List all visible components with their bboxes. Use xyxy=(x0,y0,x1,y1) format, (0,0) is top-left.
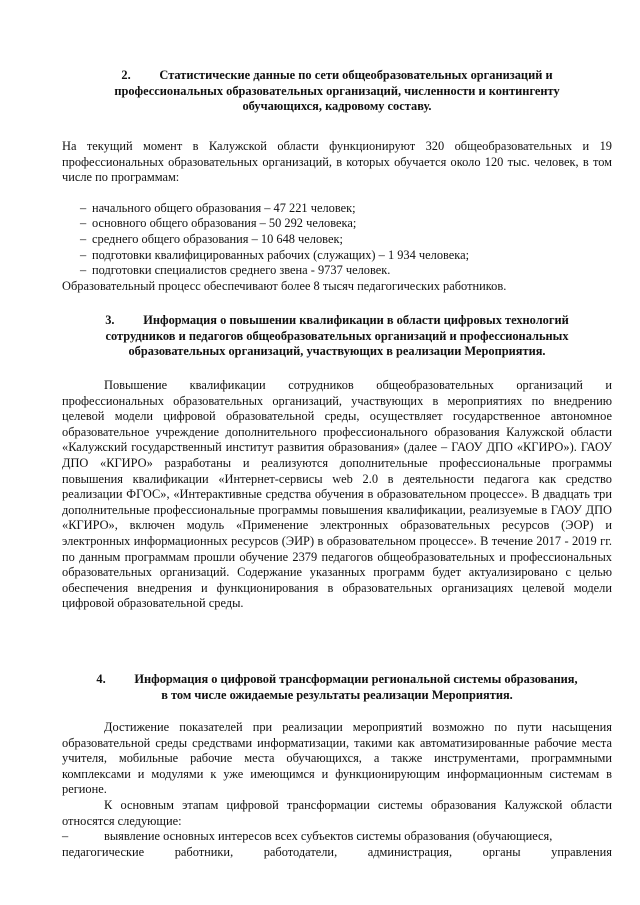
program-list xyxy=(62,201,612,279)
section-2-intro: На текущий момент в Калужской области функционируют 320 общеобразовательных и 19 профессиональных образовательных организаций, в которых обучается около 120 тыс. человек, в том числе по программам: xyxy=(62,139,612,185)
section-2-body xyxy=(62,139,612,294)
section-4-paragraph-2: К основным этапам цифровой трансформации системы образования Калужской области относятся следующие: xyxy=(62,797,612,828)
section-3-title-line-2: сотрудников и педагогов общеобразовательных организаций и профессиональных xyxy=(105,328,569,343)
section-4-item-line-2: педагогические работники, работодатели, администрация, органы управления xyxy=(62,844,612,859)
section-3-title-line-3: образовательных организаций, участвующих в реализации Мероприятия. xyxy=(128,344,546,359)
section-4-title-line-2: в том числе ожидаемые результаты реализации Мероприятия. xyxy=(161,687,513,702)
section-2-number: 2. xyxy=(121,68,131,82)
section-4-item-line-1: выявление основных интересов всех субъектов системы образования (обучающиеся, xyxy=(104,829,553,844)
section-3-title-line-1: 3. Информация о повышении квалификации в области цифровых технологий xyxy=(105,313,569,327)
section-2-closing: Образовательный процесс обеспечивают более 8 тысяч педагогических работников. xyxy=(62,278,507,293)
section-3-number: 3. xyxy=(105,313,115,327)
section-4-heading xyxy=(62,672,612,703)
section-4-paragraph-1: Достижение показателей при реализации мероприятий возможно по пути насыщения образовательной среды средствами информатизации, такими как автоматизированные рабочие места учителя, мобильные рабочие места обучающихся, а также инструментами, программными комплексами и модулями к уже имеющимся и функционирующим информационным системам в регионе. xyxy=(62,720,612,797)
section-2-title-line-3: обучающихся, кадровому составу. xyxy=(242,99,432,114)
list-item: – основного общего образования – 50 292 человека; xyxy=(80,216,357,231)
section-4-list-item xyxy=(62,829,612,845)
section-3-heading xyxy=(62,313,612,360)
list-item: – начального общего образования – 47 221 человек; xyxy=(80,200,356,215)
section-3-paragraph: Повышение квалификации сотрудников общеобразовательных организаций и профессиональных образовательных организаций, участвующих в мероприятиях по внедрению целевой модели цифровой образовательной среды, осуществляет государственное автономное образовательное учреждение дополнительного профессионального образования Калужской области «Калужский государственный институт развития образования» (далее – ГАОУ ДПО «КГИРО»). ГАОУ ДПО «КГИРО» разработаны и реализуются дополнительные профессиональные программы повышения квалификации «Интернет-сервисы web 2.0 в деятельности педагога как средство реализации ФГОС», «Интерактивные средства обучения в образовательном процессе». В двадцать три дополнительные профессиональные программы повышения квалификации, реализуемые в ГАОУ ДПО «КГИРО», включен модуль «Применение электронных образовательных ресурсов (ЭОР) и электронных информационных ресурсов (ЭИР) в образовательном процессе». В течение 2017 - 2019 гг. по данным программам прошли обучение 2379 педагогов общеобразовательных и профессиональных образовательных организаций. Содержание указанных программ будет актуализировано с целью обеспечения внедрения и функционирования в образовательных организациях целевой модели цифровой образовательной среды. xyxy=(62,378,612,611)
section-4-body xyxy=(62,720,612,860)
section-2-heading xyxy=(62,68,612,115)
section-2-title-line-2: профессиональных образовательных организаций, численности и контингенту xyxy=(114,83,560,98)
section-3-body xyxy=(62,378,612,612)
list-item: – подготовки квалифицированных рабочих (служащих) – 1 934 человека; xyxy=(80,247,470,262)
section-2-title-line-1: 2. Статистические данные по сети общеобразовательных организаций и xyxy=(121,68,553,82)
section-4-title-line-1: 4. Информация о цифровой трансформации региональной системы образования, xyxy=(96,672,578,686)
dash-marker: – xyxy=(62,829,69,844)
section-4-number: 4. xyxy=(96,672,106,686)
list-item: – подготовки специалистов среднего звена - 9737 человек. xyxy=(80,263,391,278)
list-item: – среднего общего образования – 10 648 человек; xyxy=(80,231,343,246)
